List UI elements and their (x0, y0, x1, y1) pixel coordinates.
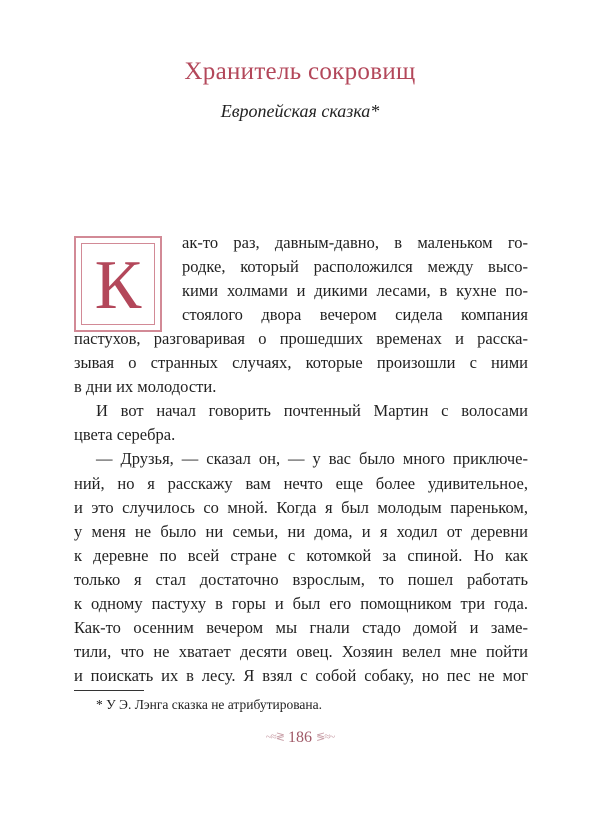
footnote-divider (74, 690, 144, 691)
drop-cap (74, 236, 162, 332)
text-line: к одному пастуху в горы и был его помощником три года. (74, 593, 528, 613)
text-line: цвета серебра. (74, 425, 176, 445)
drop-cap-letter: К (94, 247, 142, 324)
text-line: пастухов, разговаривая о прошедших временах и расска- (74, 329, 528, 349)
footnote: * У Э. Лэнга сказка не атрибутирована. (96, 697, 322, 712)
text-line: родке, который расположился между высо- (182, 257, 528, 277)
ornament-left-icon: ~≈≷ (265, 731, 284, 743)
text-line: и поискать их в лесу. Я взял с собой собаку, но пес не мог (74, 665, 528, 685)
page-number-block (0, 729, 600, 747)
text-line: у меня не было ни семьи, ни дома, и я ходил от деревни (74, 521, 528, 541)
text-line: зывая о странных случаях, которые произошли с ними (74, 353, 528, 373)
text-line: только я стал достаточно взрослым, то пошел работать (74, 569, 528, 589)
text-line: ний, но я расскажу вам нечто еще более удивительное, (74, 473, 528, 493)
text-line: стоялого двора вечером сидела компания (182, 305, 528, 325)
text-line: к деревне по всей стране с котомкой за спиной. Но как (74, 545, 528, 565)
text-line: И вот начал говорить почтенный Мартин с волосами (96, 401, 528, 421)
text-line: Как-то осенним вечером мы гнали стадо домой и заме- (74, 617, 528, 637)
text-line: в дни их молодости. (74, 377, 217, 397)
text-line: — Друзья, — сказал он, — у вас было много приключе- (96, 449, 528, 469)
chapter-title: Хранитель сокровищ (184, 58, 416, 85)
text-line: тили, что не хватает десяти овец. Хозяин велел мне пойти (74, 641, 528, 661)
page-number: 186 (288, 729, 312, 746)
text-line: кими холмами и дикими лесами, в кухне по- (182, 281, 528, 301)
text-line: ак-то раз, давным-давно, в маленьком го- (182, 233, 528, 252)
text-line: и это случилось со мной. Когда я был молодым пареньком, (74, 497, 528, 517)
chapter-subtitle: Европейская сказка* (220, 101, 380, 121)
ornament-right-icon: ≶≈~ (316, 731, 335, 743)
